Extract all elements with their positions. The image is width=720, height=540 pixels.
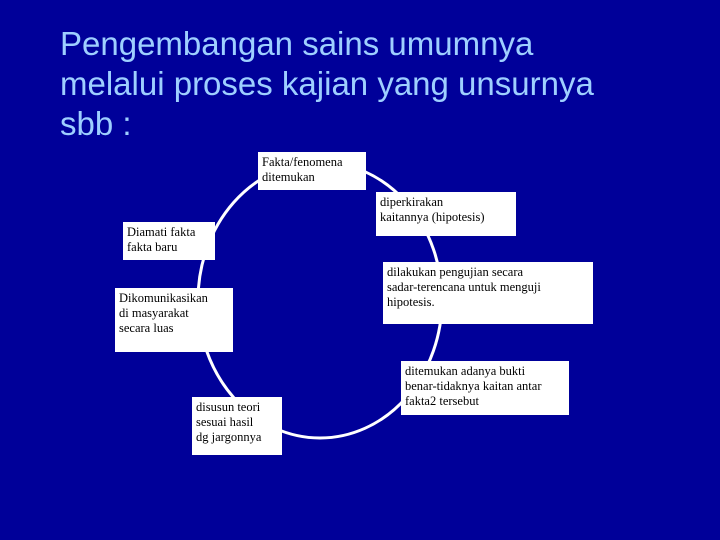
step-pengujian-line-3: hipotesis. bbox=[387, 295, 435, 309]
step-bukti-line-2: benar-tidaknya kaitan antar bbox=[405, 379, 542, 393]
step-fakta-baru-line-1: Diamati fakta bbox=[127, 225, 196, 239]
step-pengujian-line-1: dilakukan pengujian secara bbox=[387, 265, 524, 279]
step-bukti bbox=[401, 361, 569, 415]
step-fakta-ditemukan-line-2: ditemukan bbox=[262, 170, 315, 184]
step-bukti-line-1: ditemukan adanya bukti bbox=[405, 364, 526, 378]
step-fakta-baru-line-2: fakta baru bbox=[127, 240, 178, 254]
step-fakta-ditemukan bbox=[258, 152, 366, 190]
slide-title-line-1: Pengembangan sains umumnya bbox=[60, 25, 534, 62]
step-dikomunikasikan-line-1: Dikomunikasikan bbox=[119, 291, 208, 305]
step-dikomunikasikan-line-2: di masyarakat bbox=[119, 306, 189, 320]
step-hipotesis-line-1: diperkirakan bbox=[380, 195, 444, 209]
step-hipotesis bbox=[376, 192, 516, 236]
slide-title-line-3: sbb : bbox=[60, 105, 132, 142]
step-hipotesis-line-2: kaitannya (hipotesis) bbox=[380, 210, 485, 224]
step-teori bbox=[192, 397, 282, 455]
step-teori-line-3: dg jargonnya bbox=[196, 430, 262, 444]
step-dikomunikasikan-line-3: secara luas bbox=[119, 321, 174, 335]
step-pengujian bbox=[383, 262, 593, 324]
step-fakta-ditemukan-line-1: Fakta/fenomena bbox=[262, 155, 343, 169]
step-fakta-baru bbox=[123, 222, 215, 260]
step-pengujian-line-2: sadar-terencana untuk menguji bbox=[387, 280, 541, 294]
step-teori-line-2: sesuai hasil bbox=[196, 415, 254, 429]
step-bukti-line-3: fakta2 tersebut bbox=[405, 394, 479, 408]
slide-title-line-2: melalui proses kajian yang unsurnya bbox=[60, 65, 594, 102]
step-dikomunikasikan bbox=[115, 288, 233, 352]
step-teori-line-1: disusun teori bbox=[196, 400, 261, 414]
